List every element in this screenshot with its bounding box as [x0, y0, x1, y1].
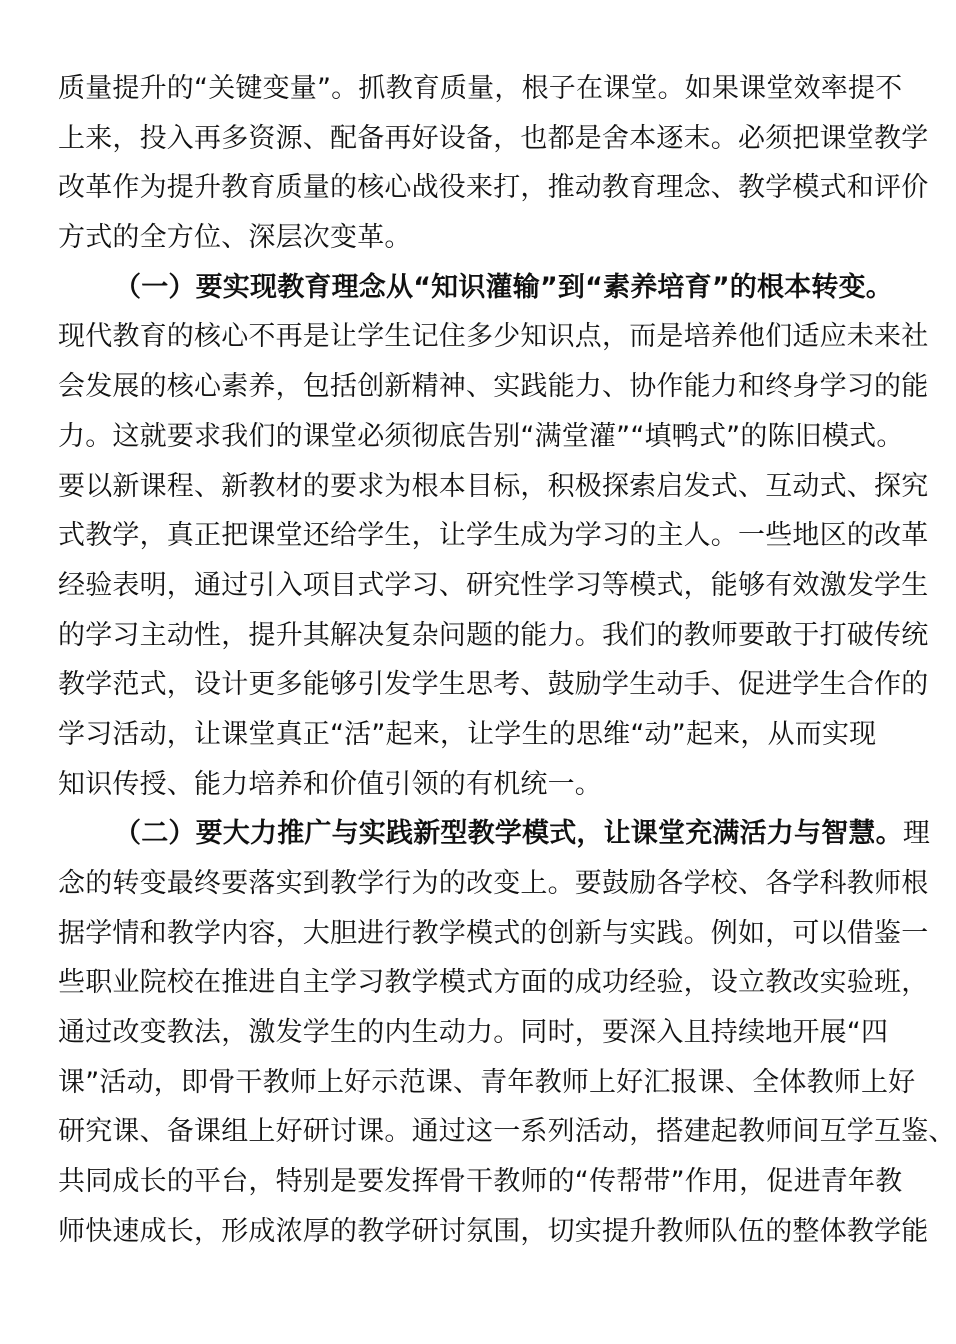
text-line — [58, 163, 929, 213]
text-line — [58, 958, 929, 1008]
text-line — [58, 859, 929, 909]
bold-heading-text: （二）要大力推广与实践新型教学模式，让课堂充满活力与智慧。 — [114, 818, 903, 850]
text-line — [58, 213, 888, 263]
text-line — [58, 1207, 929, 1257]
bold-heading-text: （一）要实现教育理念从“知识灌输”到“素养培育”的根本转变。 — [114, 271, 893, 303]
text-line — [58, 114, 929, 164]
body-text: 上来，投入再多资源、配备再好设备，也都是舍本逐末。必须把课堂教学 — [58, 122, 929, 154]
text-line — [58, 710, 888, 760]
body-text: 研究课、备课组上好研讨课。通过这一系列活动，搭建起教师间互学互鉴、 — [58, 1116, 956, 1148]
body-text: 师快速成长，形成浓厚的教学研讨氛围，切实提升教师队伍的整体教学能 — [58, 1215, 929, 1247]
text-line — [58, 809, 931, 859]
text-line — [58, 660, 929, 710]
text-line — [58, 1008, 888, 1058]
body-text: 方式的全方位、深层次变革。 — [58, 222, 412, 254]
body-text: 要以新课程、新教材的要求为根本目标，积极探索启发式、互动式、探究 — [58, 470, 929, 502]
body-text: 式教学，真正把课堂还给学生，让学生成为学习的主人。一些地区的改革 — [58, 520, 929, 552]
body-text: 知识传授、能力培养和价值引领的有机统一。 — [58, 768, 602, 800]
body-text: 理 — [902, 818, 931, 850]
body-text: 现代教育的核心不再是让学生记住多少知识点，而是培养他们适应未来社 — [58, 321, 929, 353]
text-line — [58, 909, 929, 959]
body-text: 些职业院校在推进自主学习教学模式方面的成功经验，设立教改实验班， — [58, 967, 929, 999]
body-text: 共同成长的平台，特别是要发挥骨干教师的“传帮带”作用，促进青年教 — [58, 1166, 903, 1198]
text-line — [58, 1107, 956, 1157]
text-line — [58, 511, 929, 561]
text-line — [58, 412, 904, 462]
text-line — [58, 1058, 916, 1108]
text-line — [58, 561, 929, 611]
body-text: 通过改变教法，激发学生的内生动力。同时，要深入且持续地开展“四 — [58, 1017, 889, 1049]
text-line — [58, 362, 929, 412]
text-line — [58, 462, 929, 512]
body-text: 念的转变最终要落实到教学行为的改变上。要鼓励各学校、各学科教师根 — [58, 868, 929, 899]
body-text: 教学范式，设计更多能够引发学生思考、鼓励学生动手、促进学生合作的 — [58, 669, 929, 701]
body-text: 经验表明，通过引入项目式学习、研究性学习等模式，能够有效激发学生 — [58, 569, 929, 601]
text-line — [58, 312, 929, 362]
body-text: 学习活动，让课堂真正“活”起来，让学生的思维“动”起来，从而实现 — [58, 718, 877, 750]
text-line — [58, 64, 903, 114]
text-line — [58, 263, 893, 313]
body-text: 的学习主动性，提升其解决复杂问题的能力。我们的教师要敢于打破传统 — [58, 619, 929, 651]
body-text: 据学情和教学内容，大胆进行教学模式的创新与实践。例如，可以借鉴一 — [58, 917, 929, 949]
document-page — [58, 64, 956, 1257]
body-text: 改革作为提升教育质量的核心战役来打，推动教育理念、教学模式和评价 — [58, 172, 929, 204]
body-text: 课”活动，即骨干教师上好示范课、青年教师上好汇报课、全体教师上好 — [58, 1066, 916, 1098]
text-line — [58, 1157, 903, 1207]
body-text: 质量提升的“关键变量”。抓教育质量，根子在课堂。如果课堂效率提不 — [58, 73, 903, 104]
body-text: 力。这就要求我们的课堂必须彻底告别“满堂灌”“填鸭式”的陈旧模式。 — [58, 420, 904, 452]
body-text: 会发展的核心素养，包括创新精神、实践能力、协作能力和终身学习的能 — [58, 371, 929, 403]
text-line — [58, 611, 929, 661]
text-line — [58, 760, 888, 810]
